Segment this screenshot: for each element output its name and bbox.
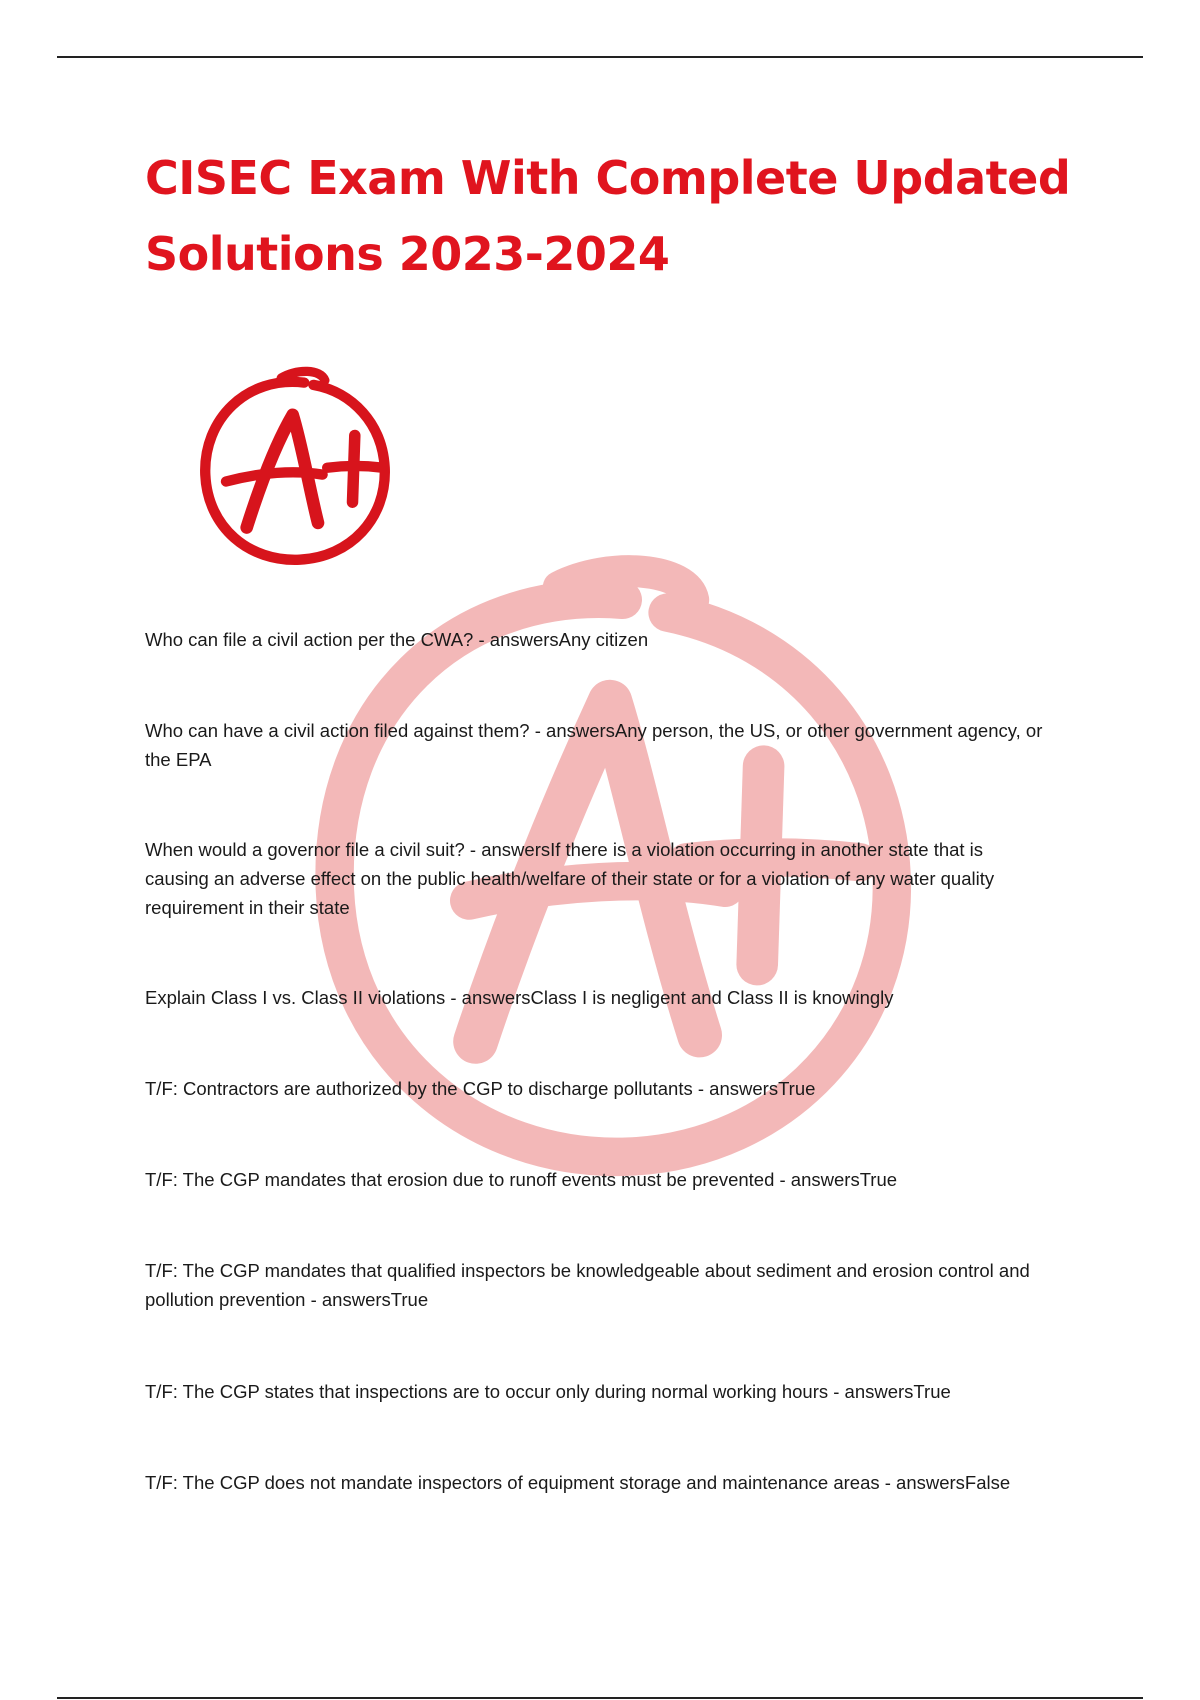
document-title bbox=[145, 140, 1105, 292]
bottom-rule bbox=[57, 1697, 1143, 1699]
list-item: T/F: The CGP mandates that qualified inspectors be knowledgeable about sediment and erosion control and pollution prevention - answersTrue bbox=[145, 1260, 1030, 1310]
list-item: Explain Class I vs. Class II violations - answersClass I is negligent and Class II is knowingly bbox=[145, 987, 894, 1008]
list-item: T/F: The CGP states that inspections are to occur only during normal working hours - answersTrue bbox=[145, 1381, 951, 1402]
list-item: Who can file a civil action per the CWA? - answersAny citizen bbox=[145, 629, 649, 650]
a-plus-grade-icon bbox=[180, 355, 410, 585]
top-rule bbox=[57, 56, 1143, 58]
list-item: T/F: The CGP mandates that erosion due to runoff events must be prevented - answersTrue bbox=[145, 1169, 898, 1190]
list-item: When would a governor file a civil suit? - answersIf there is a violation occurring in another state that is causing an adverse effect on the public health/welfare of their state or for a violation of any water quality requirement in their state bbox=[145, 839, 995, 918]
list-item: T/F: Contractors are authorized by the CGP to discharge pollutants - answersTrue bbox=[145, 1078, 816, 1099]
list-item: Who can have a civil action filed against them? - answersAny person, the US, or other government agency, or the EPA bbox=[145, 720, 1043, 770]
title-line-1: CISEC Exam With Complete Updated bbox=[145, 151, 1071, 205]
title-line-2: Solutions 2023-2024 bbox=[145, 227, 670, 281]
list-item: T/F: The CGP does not mandate inspectors of equipment storage and maintenance areas - answersFalse bbox=[145, 1472, 1011, 1493]
